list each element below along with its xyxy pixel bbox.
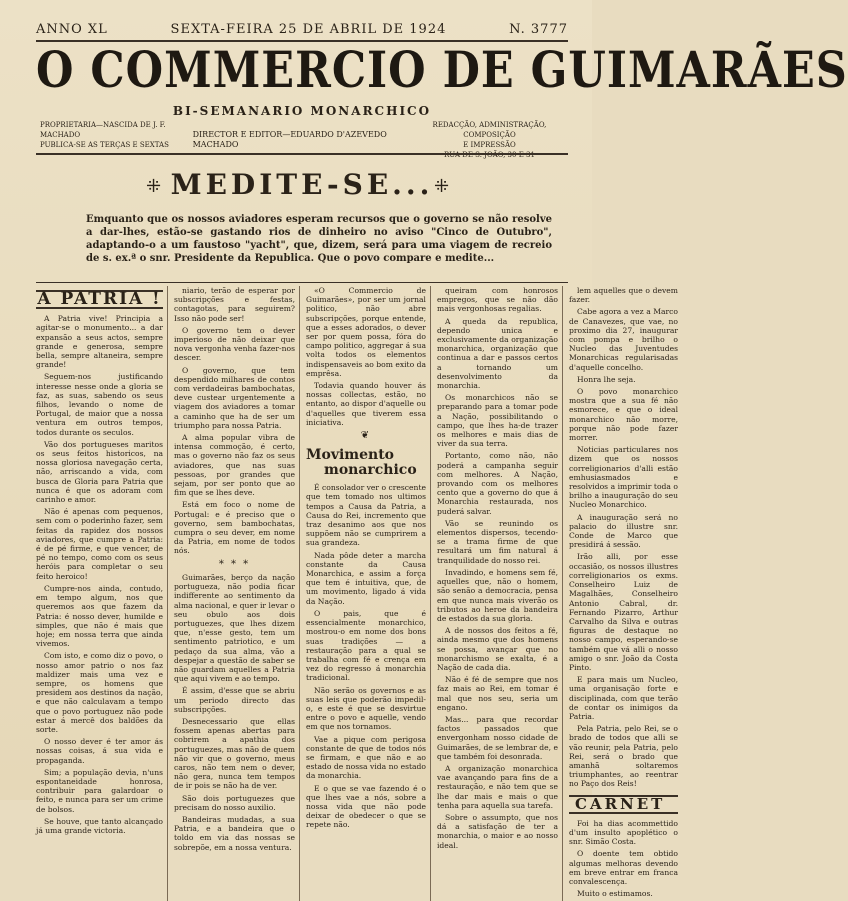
ornament-right: ⁜	[434, 176, 450, 197]
paragraph: A de nossos dos feitos a fé, ainda mesmo que dos homens se possa, avançar que no monarchismo se exalta, é a Nação de cada dia.	[437, 626, 558, 672]
schedule-line: PUBLICA-SE AS TERÇAS E SEXTAS	[40, 141, 169, 149]
article-columns	[36, 286, 678, 899]
paragraph: Com isto, e como diz o povo, o nosso amor patrio o nos faz maldizer mais uma vez e sempre, os homens que presidem aos destinos da nação, e que não calculavam a tempo que o povo portuguez não pode estar á mercê dos baldões da sorte.	[36, 651, 163, 734]
paragraph: Vão se reunindo os elementos dispersos, tecendo-se a trama firme de que resultará um fim natural á tranquilidade do nosso rei.	[437, 518, 558, 565]
column-4	[437, 286, 563, 901]
paragraph: O governo, que tem despendido milhares de contos com verdadeiras bambochatas, deve custear urgentemente a viagem dos aviadores a tomar a caminho que ha de ser um triumpho para nossa Patria.	[174, 365, 295, 430]
paragraph: Está em foco o nome de Portugal: e é preciso que o governo, sem bambochatas, cumpra o seu dever, em nome da Patria, em nome de todos nós.	[174, 500, 295, 556]
address-line: RUA DE S. JOÃO, 30 E 31	[444, 151, 535, 159]
paragraph: niario, terão de esperar por subscripções e festas, contagotas, para seguirem? Isso não pode ser!	[174, 286, 295, 323]
column-3	[306, 286, 431, 901]
paragraph: Vão dos portugueses maritos os seus feitos historicos, na nossa gloriosa navegação certa, não, arriscando a vida, com busca de Gloria para Patria que nunca é que os adoram com carinho e amor.	[36, 439, 163, 505]
column-5	[569, 286, 682, 901]
paragraph: Noticias particulares nos dizem que os nossos correligionarios d'alli estão emhusiasmados e resolvidos a imprimir toda o brilho a inauguração do seu Nucleo Monarchico.	[569, 445, 678, 510]
ornament-left: ⁜	[146, 176, 162, 197]
section-divider: ❦	[360, 430, 372, 442]
paragraph: O povo monarchico mostra que a sua fé não esmorece, e que o ideal monarchico não morre, porque não pode fazer morrer.	[569, 387, 678, 443]
paragraph: Os monarchicos não se preparando para a tomar pode a Nação, possibilitando o campo, que lhes ha-de trazer os melhores e mais dias de viver da sua terra.	[437, 393, 558, 449]
paragraph: Todavia quando houver ás nossas collectas, estão, no entanto, ao dispor d'aquelle ou d'aquelles que tiverem essa iniciativa.	[306, 381, 426, 427]
paragraph: Cumpre-nos ainda, contudo, em tempo algum, nos que queremos aos que fazem da Patria: é nosso dever, humilde e simples, que não é mais que hoje; em nossa terra que ainda vivemos.	[36, 583, 163, 649]
paragraph: Se houve, que tanto alcançado já uma grande victoria.	[36, 816, 163, 835]
masthead-title: O COMMERCIO DE GUIMARÃES	[36, 42, 848, 100]
year-label: ANNO XL	[36, 22, 108, 37]
article-title-movimento-monarchico	[306, 448, 426, 478]
paragraph: Bandeiras mudadas, a sua Patria, e a bandeira que o toldo em via das nossas se sobrepõe, em a nossa ventura.	[174, 814, 295, 852]
paragraph: Nada pôde deter a marcha constante da Causa Monarchica, e assim a força que tem é intuitiva, que, de um movimento, ligado á vida da Nação.	[306, 550, 426, 606]
column-1	[36, 286, 168, 901]
paragraph: A organização monarchica vae avançando para fins de a restauração, e não tem que se lhe dar mais e mais o que tenha para aquella sua tarefa.	[437, 763, 558, 810]
paragraph: Sobre o assumpto, que nos dá a satisfação de ter a monarchia, o maior e ao nosso ideal.	[437, 812, 558, 850]
paragraph: Seguem-nos justificando interesse nesse onde a gloria se faz, as suas, sabendo os seus filhos, levando o nome de Portugal, de maior que a nossa ventura em outros tempos, todos durante os seculos.	[36, 372, 163, 437]
proprietor-line: PROPRIETARIA—NASCIDA DE J. F. MACHADO	[40, 121, 166, 139]
office-line-2: E IMPRESSÃO	[463, 141, 516, 149]
paragraph: É consolador ver o crescente que tem tomado nos ultimos tempos a Causa da Patria, a Causa do Rei, incremento que traz desanimo aos que nos suppõem não se cumprirem a sua grandeza.	[306, 483, 426, 548]
paragraph: Não serão os governos e as suas leis que poderão impedil-o, e este é que se desvirtue entre o povo e aquelle, vendo em que nos tornamos.	[306, 685, 426, 732]
paragraph: A Patria vive! Principia a agitar-se o monumento... a dar expansão a seus actos, sempre grande e generosa, sempre bella, sempre altaneira, sempre grande!	[36, 314, 163, 370]
header-bottom-rule	[36, 153, 568, 155]
paragraph: O governo tem o dever imperioso de não deixar que nova vergonha venha fazer-nos descer.	[174, 325, 295, 363]
paragraph: É assim, d'esse que se abriu um periodo directo das subscripções.	[174, 686, 295, 714]
lead-bottom-rule	[36, 282, 568, 283]
paragraph: Desnecessario que ellas fossem apenas abertas para cobrirem a apathia dos portuguezes, mas não de quem não vir que o governo, meus caros, não tem nem o dever, não gera, nunca tem tempos de ir pois se não ha de ver.	[174, 716, 295, 791]
paragraph: Mas... para que recordar factos passados que envergonham nosso cidade de Guimarães, de se lembrar de, e que também foi desonrada.	[437, 714, 558, 761]
paragraph: A queda da republica, dependo unica e exclusivamente da organização monarchica, organização que continua a dar e passos certos a tornando um desenvolvimento da monarchia.	[437, 316, 558, 391]
paragraph: A alma popular vibra de intensa commoção, é certo, mas o governo não faz os seus aviadores, que nas suas pessoas, por grandes que sejam, por ser ponto que ao fim que se lhes deve.	[174, 433, 295, 498]
paragraph: O pais, que é essencialmente monarchico, mostrou-o em nome dos bons suas tradições — a restauração para a qual se trabalha com fé e crença em vez do regresso á monarchia tradicional.	[306, 608, 426, 683]
issue-number: N. 3777	[509, 22, 568, 37]
headline: MEDITE-SE...	[170, 168, 434, 201]
paragraph: lem aquelles que o devem fazer.	[569, 286, 678, 305]
date-label: SEXTA-FEIRA 25 DE ABRIL DE 1924	[170, 22, 447, 37]
paragraph: Invadindo, e homens sem fé, aquelles que, não o homem, são senão a democracia, pensa em que nunca mais viverão os tributos ao heroe da bandeira de estados da sua gloria.	[437, 567, 558, 623]
paragraph: queiram com honrosos empregos, que se não dão mais vergonhosas regalias.	[437, 286, 558, 314]
paragraph: O doente tem obtido algumas melhoras devendo em breve entrar em franca convalescença.	[569, 849, 678, 886]
paragraph: Cabe agora a vez a Marco de Canavezes, que vae, no proximo dia 27, inaugurar com pompa e brilho o Nucleo das Juventudes Monarchicas regularisadas d'aquelle concelho.	[569, 307, 678, 372]
paragraph: E o que se vae fazendo é o que lhes vae a nós, sobre a nossa vida que não pode deixar de obedecer o que se repete não.	[306, 783, 426, 830]
paragraph: Guimarães, berço da nação portugueza, não podia ficar indifferente ao sentimento da alma nacional, e quer ir levar o seu obulo aos dois portuguezes, que lhes dizem que, n'esse gesto, tem um sentimento patriotico, e um pedaço da sua alma, vão a despejar a questão de saber se não guardam aquelles a Patria que aqui vivem e ao tempo.	[174, 572, 295, 684]
title-line-2: monarchico	[324, 462, 417, 479]
dateline	[36, 22, 568, 37]
paragraph: São dois portuguezes que precisam do nosso auxilio.	[174, 793, 295, 812]
paragraph: Foi ha dias acommettido d'um insulto apoplético o snr. Simão Costa.	[569, 818, 678, 847]
title-line-1: Movimento	[306, 447, 394, 464]
section-divider: * * *	[218, 558, 251, 570]
paragraph: Não é apenas com pequenos, sem com o poderinho fazer, sem feitas da rapidez dos nossos aviadores, que cumpre a Patria: é de pé firme, e que vencer, de pé no tempo, como com os seus heróis para completar o seu feito heroico!	[36, 507, 163, 581]
article-title-a-patria: A PATRIA !	[37, 289, 162, 309]
paragraph: Não é fé de sempre que nos faz mais ao Rei, em tomar é mal que nos seu, seria um engano.	[437, 675, 558, 712]
paragraph: Sim; a população devia, n'uns espontaneidade honrosa, contribuir para galardoar o feito, e nunca para ser um crime de bolsos.	[36, 767, 163, 814]
office-line-1: REDACÇÃO, ADMINISTRAÇÃO, COMPOSIÇÃO	[432, 121, 547, 139]
masthead-subtitle: BI-SEMANARIO MONARCHICO	[172, 104, 432, 118]
carnet-title: CARNET	[569, 795, 678, 814]
paragraph: Irão alli, por esse occasião, os nossos illustres correligionarios os exms. Conselheiro Luiz de Magalhães, Conselheiro Antonio Cabral, dr. Fernando Pizarro, Arthur Carvalho da Silva e outras figuras de destaque no nosso campo, esperando-se também que vá alli o nosso amigo o snr. João da Costa Pinto.	[569, 552, 678, 672]
paragraph: «O Commercio de Guimarães», por ser um jornal politico, não abre subscripções, porque entende, que a esses adorados, o dever ser por quem possa, fóra do campo politico, aggregar á sua volta todos os elementos indispensaveis ao bom exito da emprêsa.	[306, 286, 426, 378]
paragraph: Honra lhe seja.	[577, 374, 636, 384]
paragraph: Portanto, como não, não poderá a campanha seguir com melhores. A Nação, provando com os melhores cento que a governo do que á Monarchia restaurada, nos puderá salvar.	[437, 451, 558, 516]
paragraph: Vae a pique com perigosa constante de que de todos nós se firmam, e que não e ao estado de nossa vida no estado da monarchia.	[306, 734, 426, 781]
paragraph: O nosso dever é ter amor ás nossas coisas, á sua vida e propaganda.	[36, 737, 163, 765]
paragraph: Muito o estimamos.	[577, 889, 653, 899]
paragraph: A inauguração será no palacio do illustre snr. Conde de Marco que presidirá á sessão.	[569, 512, 678, 550]
lead-paragraph: Emquanto que os nossos aviadores esperam recursos que o governo se não resolve a dar-lhes, estão-se gastando rios de dinheiro no aviso "Cinco de Outubro", adaptando-o a um faustoso "yacht", que, dizem, será para uma viagem de recreio de s. ex.ª o snr. Presidente da Republica. Que o povo compare e medite...	[86, 214, 552, 264]
column-2	[174, 286, 300, 901]
paragraph: E para mais um Nucleo, uma organisação forte e disciplinada, com que terão de contar os inimigos da Patria.	[569, 675, 678, 721]
paragraph: Pela Patria, pelo Rei, se o brado de todos que alli se vão reunir, pela Patria, pelo Rei, será o brado que amanhã soltaremos triumphantes, ao reentrar no Paço dos Reis!	[569, 724, 678, 789]
director-line: DIRECTOR E EDITOR—EDUARDO D'AZEVEDO MACHADO	[192, 130, 387, 149]
